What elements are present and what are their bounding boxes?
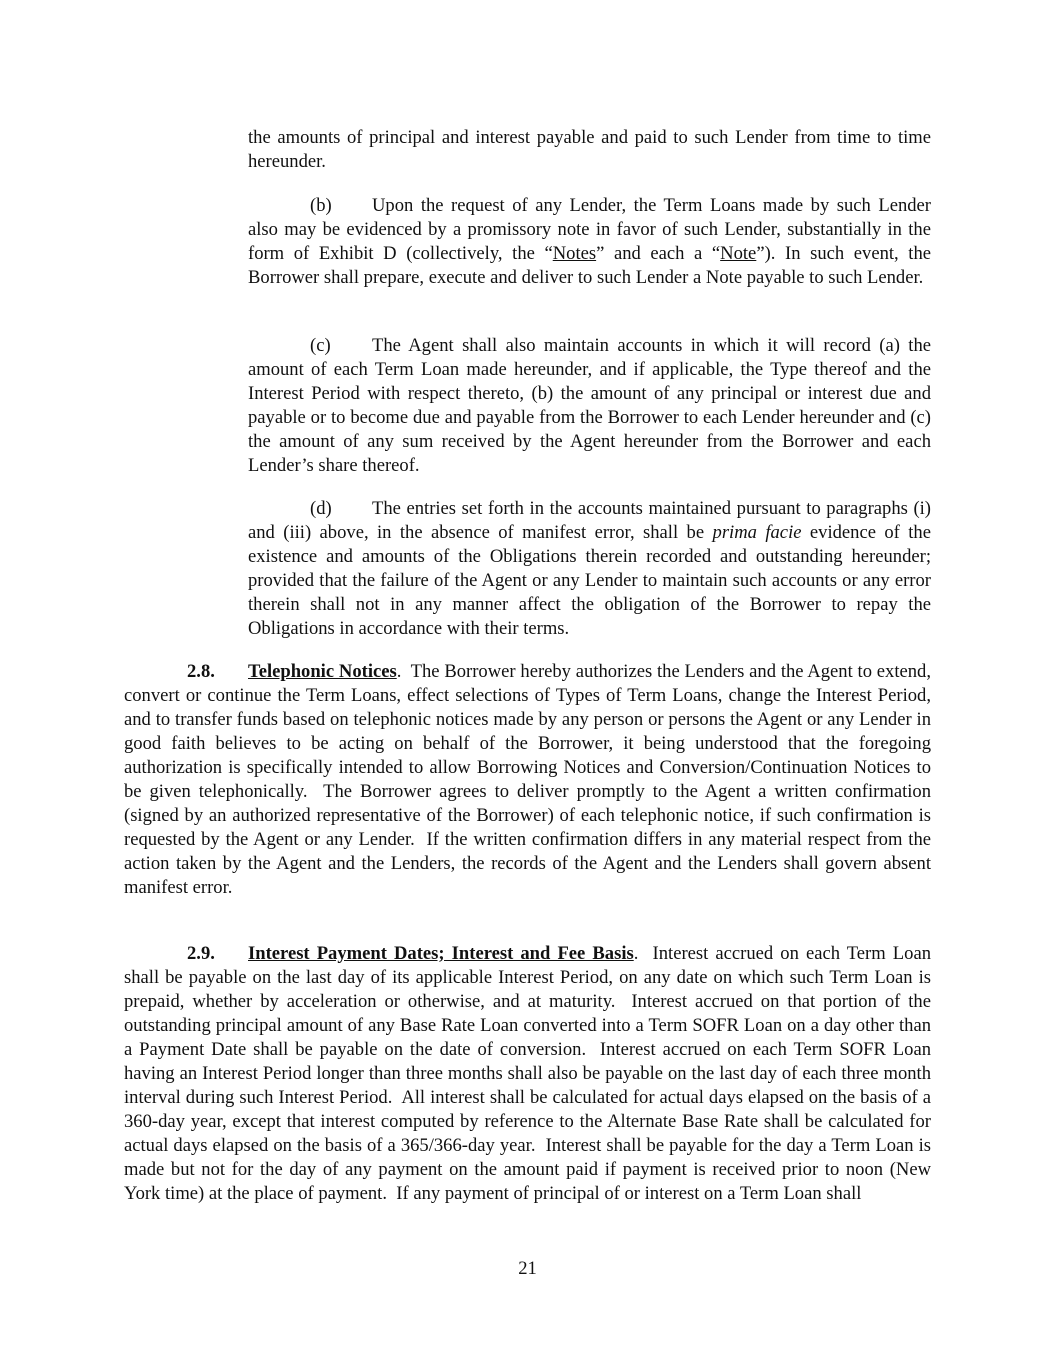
paragraph-c-text: The Agent shall also maintain accounts in which it will record (a) the amount of each Term Loan made hereunder, and if applicable, the Type thereof and the Interest Period with respect thereto, (b) the amount of any principal or interest due and payable or to become due and payable from the Borrower to each Lender hereunder and (c) the amount of any sum received by the Agent hereunder from the Borrower and each Lender’s share thereof. [248, 335, 931, 476]
paragraph-d-label: (d) [310, 498, 332, 519]
continuation-paragraph [248, 126, 931, 174]
paragraph-b-text-3: ”). In such event, the Borrower shall prepare, execute and deliver to such Lender a Note payable to such Lender. [248, 243, 931, 288]
defined-term-notes: Notes [552, 243, 597, 264]
paragraph-c-label: (c) [310, 335, 331, 356]
paragraph-b-label: (b) [310, 195, 332, 216]
page-number: 21 [518, 1258, 537, 1279]
paragraph-b-text-2: ” and each a “ [596, 243, 721, 264]
paragraph-d-text-2: evidence of the existence and amounts of the Obligations therein recorded and outstanding hereunder; provided that the failure of the Agent or any Lender to maintain such accounts or any error therein shall not in any manner affect the obligation of the Borrower to repay the Obligations in accordance with their terms. [248, 522, 931, 639]
section-2-8-title-punct: . [396, 661, 402, 682]
paragraph-d [248, 497, 931, 641]
italic-term-prima-facie: prima facie [712, 522, 802, 543]
section-2-8-text: The Borrower hereby authorizes the Lenders and the Agent to extend, convert or continue the Term Loans, effect selections of Types of Term Loans, change the Interest Period, and to transfer funds based on telephonic notices made by any person or persons the Agent or any Lender in good faith believes to be acting on behalf of the Borrower, it being understood that the foregoing authorization is specifically intended to allow Borrowing Notices and Conversion/Continuation Notices to be given telephonically. The Borrower agrees to deliver promptly to the Agent a written confirmation (signed by an authorized representative of the Borrower) of each telephonic notice, if such confirmation is requested by the Agent or any Lender. If the written confirmation differs in any material respect from the action taken by the Agent and the Lenders, the records of the Agent and the Lenders shall govern absent manifest error. [124, 661, 936, 898]
defined-term-note: Note [720, 243, 757, 264]
section-2-8-number: 2.8. [187, 661, 215, 682]
paragraph-c [248, 334, 931, 478]
paragraph-b [248, 194, 931, 290]
continuation-text: the amounts of principal and interest payable and paid to such Lender from time to time hereunder. [248, 127, 931, 172]
section-2-9-number: 2.9. [187, 943, 215, 964]
paragraph-b-text-1: Upon the request of any Lender, the Term Loans made by such Lender also may be evidenced by a promissory note in favor of such Lender, substantially in the form of Exhibit D (collectively, the “ [248, 195, 931, 264]
section-2-9-title: Interest Payment Dates; Interest and Fee Basis [248, 943, 634, 964]
section-2-9-title-punct: . [633, 943, 639, 964]
paragraph-d-text-1: The entries set forth in the accounts maintained pursuant to paragraphs (i) and (iii) above, in the absence of manifest error, shall be [248, 498, 931, 543]
section-2-9-text: Interest accrued on each Term Loan shall be payable on the last day of its applicable Interest Period, on any date on which such Term Loan is prepaid, whether by acceleration or otherwise, and at maturity. Interest accrued on that portion of the outstanding principal amount of any Base Rate Loan converted into a Term SOFR Loan on a day other than a Payment Date shall be payable on the date of conversion. Interest accrued on each Term SOFR Loan having an Interest Period longer than three months shall also be payable on the last day of each three month interval during such Interest Period. All interest shall be calculated for actual days elapsed on the basis of a 360-day year, except that interest computed by reference to the Alternate Base Rate shall be calculated for actual days elapsed on the basis of a 365/366-day year. Interest shall be payable for the day a Term Loan is made but not for the day of any payment on the amount paid if payment is received prior to noon (New York time) at the place of payment. If any payment of principal of or interest on a Term Loan shall [124, 943, 936, 1204]
section-2-8 [124, 660, 936, 900]
section-2-9 [124, 942, 936, 1206]
section-2-8-title: Telephonic Notices [248, 661, 397, 682]
